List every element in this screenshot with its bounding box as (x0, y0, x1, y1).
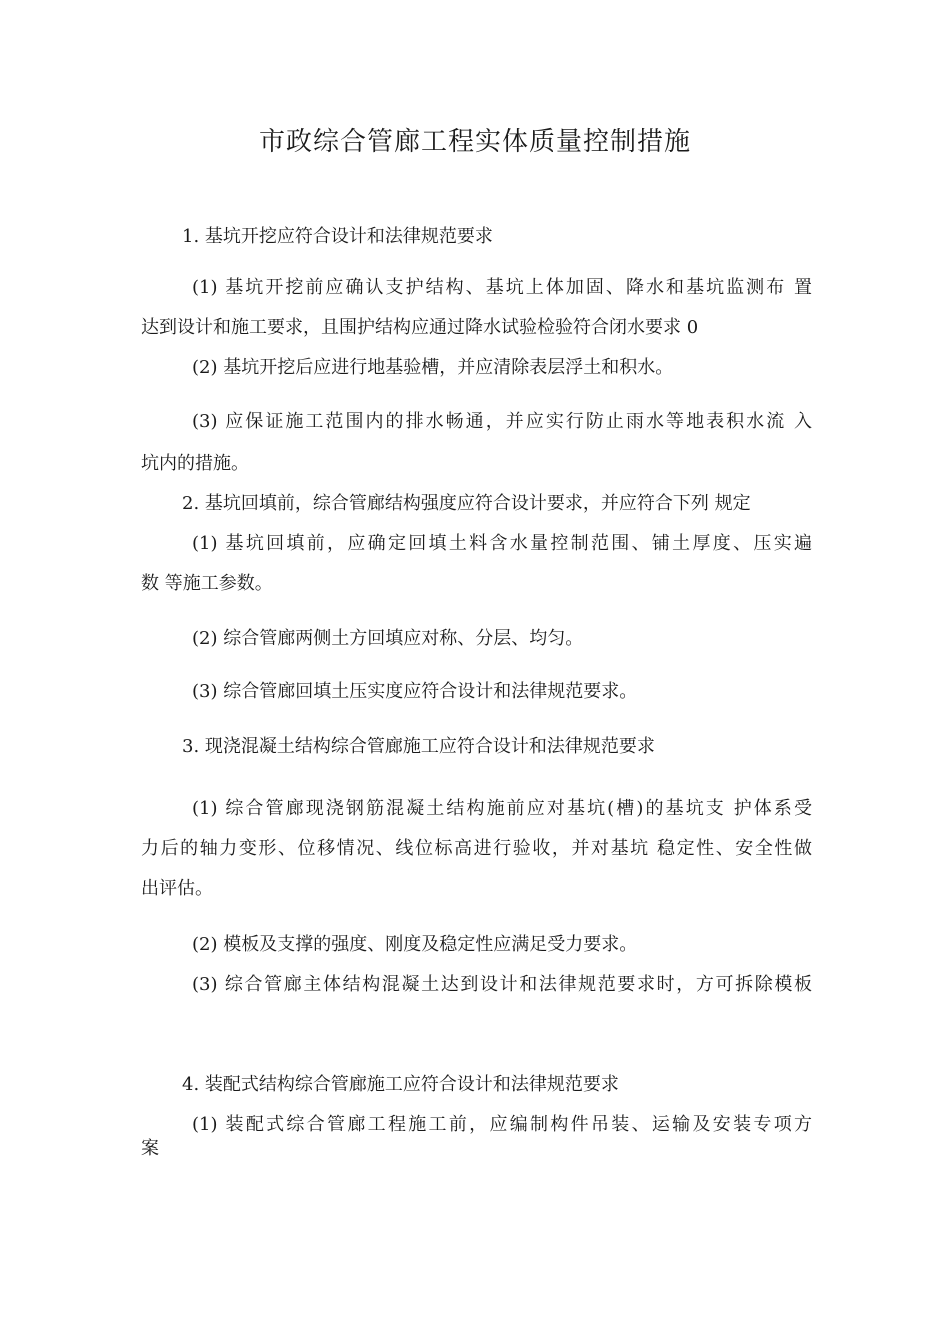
paragraph-line: (1) 基坑开挖前应确认支护结构、基坑上体加固、降水和基坑监测布 置 (192, 277, 812, 298)
section-heading-1: 1. 基坑开挖应符合设计和法律规范要求 (182, 226, 493, 247)
section-heading-2: 2. 基坑回填前，综合管廊结构强度应符合设计要求，并应符合下列 规定 (182, 493, 751, 514)
section-heading-4: 4. 装配式结构综合管廊施工应符合设计和法律规范要求 (182, 1074, 619, 1095)
paragraph-line: (1) 综合管廊现浇钢筋混凝土结构施前应对基坑(槽)的基坑支 护体系受 (192, 798, 812, 819)
paragraph-line: (3) 综合管廊主体结构混凝土达到设计和法律规范要求时，方可拆除模板 (192, 974, 812, 995)
paragraph-line: (1) 基坑回填前，应确定回填土料含水量控制范围、铺土厚度、压实遍 (192, 533, 812, 554)
section-heading-3: 3. 现浇混凝土结构综合管廊施工应符合设计和法律规范要求 (182, 736, 655, 757)
paragraph-line: (1) 装配式综合管廊工程施工前，应编制构件吊装、运输及安装专项方 (192, 1114, 812, 1135)
paragraph-line: 坑内的措施。 (141, 453, 249, 474)
paragraph-line: (2) 模板及支撑的强度、刚度及稳定性应满足受力要求。 (192, 934, 638, 955)
paragraph-line: 力后的轴力变形、位移情况、线位标高进行验收，并对基坑 稳定性、安全性做 (141, 838, 812, 859)
paragraph-line: (2) 综合管廊两侧土方回填应对称、分层、均匀。 (192, 628, 584, 649)
paragraph-line: 达到设计和施工要求，且围护结构应通过降水试验检验符合闭水要求 0 (141, 317, 699, 338)
paragraph-line: (3) 综合管廊回填土压实度应符合设计和法律规范要求。 (192, 681, 638, 702)
paragraph-line: (3) 应保证施工范围内的排水畅通，并应实行防止雨水等地表积水流 入 (192, 411, 812, 432)
paragraph-line: 案 (141, 1138, 159, 1159)
paragraph-line: (2) 基坑开挖后应进行地基验槽，并应清除表层浮土和积水。 (192, 357, 674, 378)
document-title: 市政综合管廊工程实体质量控制措施 (258, 127, 691, 157)
paragraph-line: 出评估。 (141, 878, 213, 899)
paragraph-line: 数 等施工参数。 (141, 573, 273, 594)
